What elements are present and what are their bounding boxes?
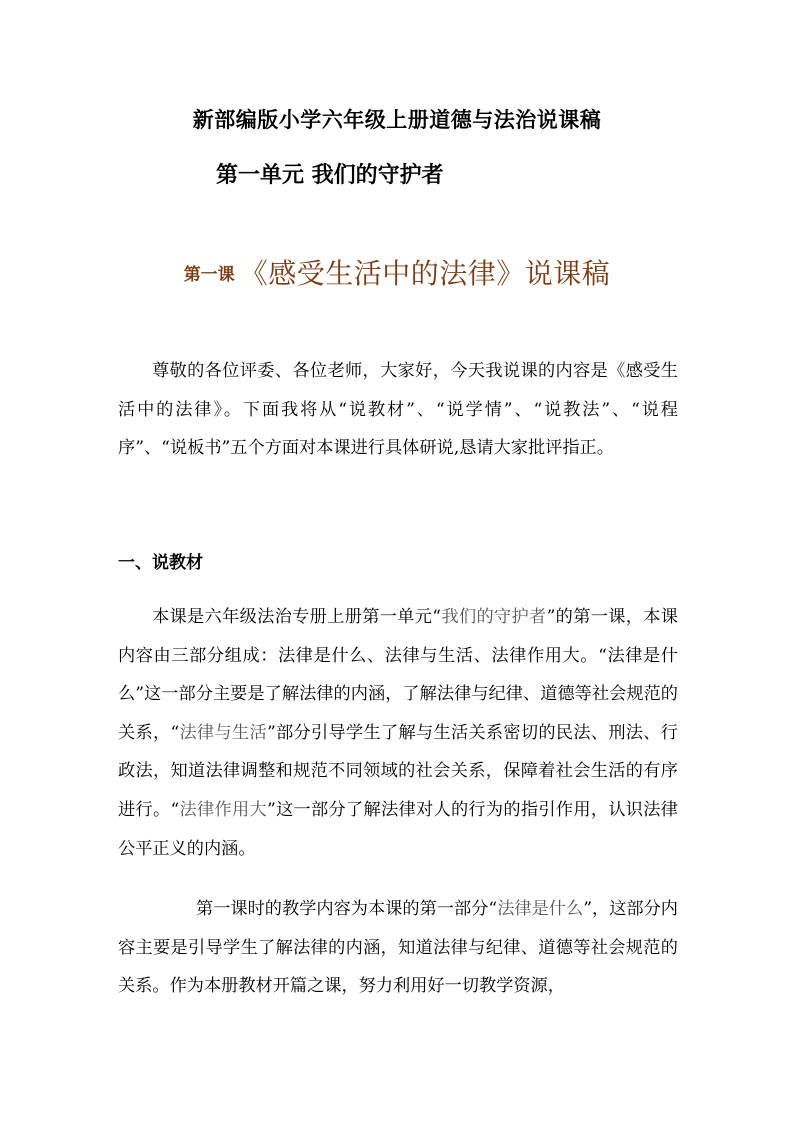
text-run: ”部分引导学生了解与生活关系密切的民法、刑法、行政法，知道法律调整和规范不同领域的社会关系，保障着社会生活的有序进行。“ [118, 722, 678, 820]
quoted-part-law-and-life: 法律与生活 [179, 722, 267, 743]
quoted-part-law-effect: 法律作用大 [179, 799, 267, 820]
text-run: 第一课时的教学内容为本课的第一部分“ [196, 899, 498, 919]
quoted-unit-name: 我们的守护者 [441, 607, 547, 627]
unit-title: 第一单元 我们的守护者 [216, 163, 444, 188]
lesson-name: 《感受生活中的法律》说课稿 [239, 257, 611, 290]
intro-paragraph: 尊敬的各位评委、各位老师，大家好，今天我说课的内容是《感受生活中的法律》。下面我将从“说教材”、“说学情”、“说教法”、“说程序”、“说板书”五个方面对本课进行具体研说,恳请大家批评指正。 [118, 361, 678, 459]
text-run: ”的第一课，本课内容由三部分组成：法律是什么、法律与生活、法律作用大。“法律是什么”这一部分主要是了解法律的内涵，了解法律与纪律、道德等社会规范的关系，“ [118, 607, 678, 743]
section-heading-materials: 一、说教材 [118, 553, 203, 573]
quoted-part-what-is-law: 法律是什么 [497, 899, 584, 919]
first-lesson-paragraph [118, 890, 678, 1006]
document-title: 新部编版小学六年级上册道德与法治说课稿 [192, 107, 602, 132]
text-run: 本课是六年级法治专册上册第一单元“ [152, 607, 442, 627]
materials-paragraph [118, 598, 678, 868]
text-run: ”，这部分内容主要是引导学生了解法律的内涵，知道法律与纪律、道德等社会规范的关系。作为本册教材开篇之课，努力利用好一切教学资源， [118, 899, 678, 997]
lesson-number: 第一课 [183, 265, 235, 285]
lesson-title [0, 252, 794, 292]
text-run: ”这一部分了解法律对人的行为的指引作用，认识法律公平正义的内涵。 [118, 799, 678, 859]
